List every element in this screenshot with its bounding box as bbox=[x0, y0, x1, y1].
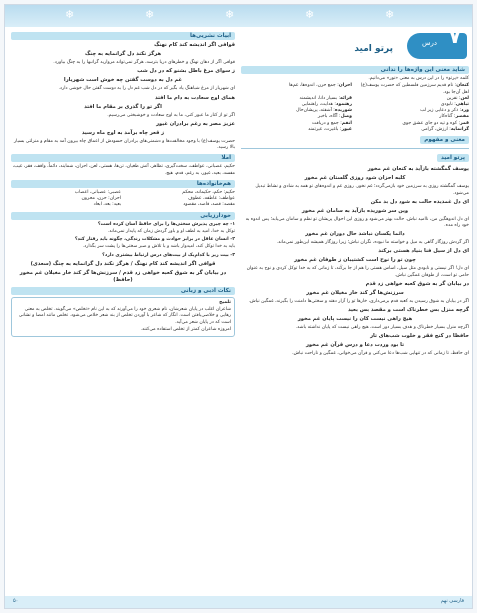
vocab-item: لعن: نفرین bbox=[446, 95, 469, 101]
answer: توکل به خدا، امید به لطف او و باور گردش زمان که پایدار نمی‌ماند. bbox=[107, 229, 235, 235]
vocab-item: مقصر: گناه‌کار bbox=[439, 114, 469, 120]
snowflake-icon: ❄ bbox=[145, 8, 155, 21]
verse: ز سوای مرغ باطل بشنو که در دل شب bbox=[137, 68, 235, 75]
meaning-text: حضرت یوسف(ع) با وجود مخالفت‌ها و دشمنی‌های برادران حسودش از اعماق چاه بیرون آمد به مقام و منزلتی بسیار بالا رسید. bbox=[13, 138, 235, 151]
vocab-item: انقم: جمع و دریافت bbox=[312, 120, 352, 126]
vocab-item: ورد: ذکر و دعایی زیر لب bbox=[420, 108, 469, 114]
book-page bbox=[4, 4, 473, 609]
footer-book-title: فارسی نهم bbox=[440, 598, 464, 604]
talmih-text: امروزه شاعران کمتر از تخلص استفاده می‌کنند. bbox=[140, 326, 231, 332]
meaning-text: یوسف گمگشته روزی به سرزمین خود بازمی‌گردد؛ غم نخور. روزی غم و اندوه‌های تو همه به شادی و نشاط تبدیل می‌شود. bbox=[255, 184, 469, 196]
vocab-table bbox=[241, 83, 469, 133]
meaning-text: اگر گردش روزگار گاهی به میل و خواسته ما نبوده، نگران نباش؛ زیرا روزگار همیشه این‌طور نمی‌ماند. bbox=[276, 240, 469, 246]
vocab-item: غیور: باغیرت، غیرتمند bbox=[308, 126, 352, 132]
spelling-words: حکیم، عصبانی، عواطف، سخت‌گیری، تظاهر، آتش طغیان، تن‌ها، هستی، لعن، احزان، شمایند، دائماً، واقف، فقر، غیب، مفسد، بعید، غیور، به رغم، قدم، هیچ. bbox=[12, 164, 235, 176]
top-decorative-strip bbox=[5, 5, 472, 27]
verse: ای دل از سیل فنا بنیاد هستی برکند bbox=[378, 248, 469, 255]
verse: گرچه منزل بس خطرناک است و مقصد بس بعید bbox=[347, 307, 469, 314]
meaning-section-title: معنی و مفهوم bbox=[420, 136, 469, 144]
meaning-text: ای دل! اگر نیستی و نابودی مثل سیل، اساس هستی را هم از جا برکَند، تا زمانی که به خدا توکل کردی و نوح به عنوان حامی تو است، از طوفان غمگین نباش. bbox=[246, 266, 469, 278]
verse: غم دل به دوست گفتن چه خوش است شهریارا bbox=[63, 77, 183, 84]
divider bbox=[241, 148, 469, 149]
verse: عزیز مصر به رغم برادران غیور bbox=[156, 120, 235, 127]
snowflake-icon: ❄ bbox=[385, 8, 395, 21]
verse: سرزنش‌ها گر کند خار مغیلان غم مخور bbox=[306, 289, 404, 296]
snowflake-icon: ❄ bbox=[305, 8, 315, 21]
verse: هرگز نکند دل گرانمایه به چنگ bbox=[84, 51, 162, 58]
question: ۳- بیت زیر با کدام‌یک از بیت‌های درس ارتباط بیشتری دارد؟ bbox=[102, 252, 235, 258]
verse: ای دل غمدیده حالت به شود دل بد مکن bbox=[370, 198, 469, 205]
literary-section-title: نکات ادبی و زبانی bbox=[11, 287, 235, 295]
snowflake-icon: ❄ bbox=[225, 8, 235, 21]
verses-section-title: ابیات نشریی‌ها bbox=[11, 32, 235, 40]
verse: چون تو را نوح است کشتیبان ز طوفان غم مخور bbox=[294, 257, 416, 264]
vocab-item: احزان: جمع حزن، اندوه‌ها، غم‌ها bbox=[289, 83, 352, 89]
vocab-item: وصل: آگاه، باخبر bbox=[317, 114, 352, 120]
meaning-text: ای شهریار از مرغ شباهنگ یاد بگیر که در دل شب غم دل را به دوست گفتن حال خوشی دارد. bbox=[58, 86, 235, 92]
verse: حافظا در کنج فقر و خلوت شب‌های تار bbox=[370, 333, 469, 340]
vocab-item: شوریده: آشفته، پریشان‌حال bbox=[296, 108, 352, 114]
verse: دائما یکسان نباشد حال دوران غم مخور bbox=[305, 231, 405, 238]
lesson-title: پرتو امید bbox=[354, 44, 393, 54]
vocab-item: تباهی: نابودی bbox=[440, 102, 469, 108]
meaning-text: ای حافظ، تا زمانی که در تنهایی شب‌ها دعا می‌کنی و قرآن می‌خوانی، غمگین و ناراحت نباش. bbox=[292, 351, 469, 357]
vocab-item: قرائه: بسیار دانا، اندیشمند bbox=[299, 95, 352, 101]
lesson-number: ۷ bbox=[448, 29, 461, 48]
verse: در بیابان گر به شوق کعبه خواهی زد قدم / سرزنش‌ها گر کند خار مغیلان غم مخور (حافظ) bbox=[19, 269, 227, 283]
ham-item: بعید: بعد، ابعاد bbox=[93, 202, 121, 208]
lesson-header bbox=[241, 29, 469, 63]
vocab-item: گرانمایه: ارزش، گرامی bbox=[421, 126, 469, 132]
talmih-box bbox=[11, 297, 235, 337]
ham-list bbox=[11, 190, 235, 209]
spelling-section-title: املا bbox=[11, 154, 235, 162]
verse: در بیابان گر به شوق کعبه خواهی زد قدم bbox=[365, 280, 469, 287]
verse: همای اوج سعادت به دام ما افتد bbox=[155, 94, 235, 101]
meaning-text: اگر تو از کنار ما عبور کنی، ما به اوج سعادت و خوشبختی می‌رسیم. bbox=[107, 112, 235, 118]
verse: یوسف گمگشته بازآید به کنعان غم مخور bbox=[367, 166, 469, 173]
lesson-badge bbox=[407, 29, 467, 59]
meaning-text: اگر در بیابان به شوق رسیدن به کعبه قدم برمی‌داری، خارها تو را آزار دهند و سختی‌ها دامنت را بگیرند، غمگین نباش. bbox=[248, 298, 469, 304]
selftest-section-title: خودارزیابی bbox=[11, 212, 235, 220]
verse: اگر تو را گذری بر مقام ما افتد bbox=[84, 103, 162, 110]
ham-item: عصبی: عصبانی، اعصاب bbox=[74, 190, 121, 196]
question: ۲- انسان عاقل در برابر حوادث و مشکلات زندگی، چگونه باید رفتار کند؟ bbox=[74, 237, 235, 243]
ham-item: عواطف: عاطفه، عطوف bbox=[188, 196, 235, 202]
ham-section-title: هم‌خانواده‌ها bbox=[11, 180, 235, 188]
verse: کلبه احزان شود روزی گلستان غم مخور bbox=[304, 175, 406, 182]
poem-title: پرتو امید bbox=[437, 154, 469, 162]
ham-item: مقصد: قصد، قاصد، مقصود bbox=[183, 202, 235, 208]
question: ۱- چه چیزی پذیرش سختی‌ها را برای حافظ آسان کرده است؟ bbox=[97, 221, 235, 227]
answer: باید به خدا توکل کند، امیدوار باشد و با تلاش و صبر سختی‌ها را پشت سر بگذارد. bbox=[82, 244, 235, 250]
ham-item: حکیم: حکم، حکیمانه، محکم bbox=[182, 190, 235, 196]
meaning-text: قوافی اگر از دهان نهنگ و خطرهای دریا بترسد، هرگز نمی‌تواند مروارید گرانبها را به چنگ بیاورد. bbox=[53, 60, 235, 66]
verse: قوافی اگر اندیشه کند کام نهنگ bbox=[154, 42, 235, 49]
verse: هیچ راهی نیست کان را نیست پایان غم مخور bbox=[297, 316, 413, 323]
snowflake-icon: ❄ bbox=[65, 8, 75, 21]
left-column bbox=[11, 29, 235, 594]
page-footer bbox=[5, 596, 472, 608]
right-column bbox=[241, 29, 469, 594]
meaning-text: ای دل اندوهگین من، ناامید نباش. حالت بهتر می‌شود و روزی این احوال پریشان تو نظم و سامان می‌یابد؛ پس اندوه به خود راه مده. bbox=[245, 216, 469, 229]
ham-item: احزان: حزن، محزون bbox=[81, 196, 121, 202]
vocab-section-title: شاید معنی این واژه‌ها را ندانی bbox=[241, 66, 469, 74]
meaning-text: اگرچه منزل بسیار خطرناک و هدف بسیار دور است، هیچ راهی نیست که پایان نداشته باشد. bbox=[295, 325, 469, 331]
verse: قوافی اگر اندیشه کند کام نهنگ / هرگز نکند دل گرانمایه به چنگ (سعدی) bbox=[30, 260, 216, 267]
vocab-item: رهنمود: هدایت، راهنمایی bbox=[301, 102, 352, 108]
verse: ز قعر چاه برآمد به اوج ماه رسید bbox=[81, 129, 165, 136]
literary-text: شاعران اغلب در پایان شعرشان، نام شعری خود را می‌آورند که به این نام «تخلص» می‌گویند. تخلص به معنی رهایی و خلاصی‌یافتن است. انگار که شاعر با آوردن تخلص از بند شعر خلاص می‌شود. تخلص مانند امضا و نشانی است که در پایان شعر می‌آید. bbox=[18, 307, 231, 325]
vocab-item: قمر: کوه و تپه دو جای عشق جوی bbox=[402, 120, 469, 126]
vocab-item: کنعان: نام قدیم سرزمین فلسطین که حضرت یوسف(ع) اهل آن‌جا بود. bbox=[360, 83, 469, 95]
verse: تا بود وردت دعا و درس قرآن غم مخور bbox=[305, 342, 405, 349]
talmih-title: تلمیح bbox=[219, 300, 231, 306]
verse: وین سر شوریده بازآید به سامان غم مخور bbox=[301, 207, 409, 214]
page-number: ۵۰ bbox=[13, 598, 19, 604]
lesson-word: درس bbox=[421, 39, 437, 47]
vocab-intro: کلمه «پرتو» را در این درس به معنی «نور» می‌دانیم. bbox=[368, 76, 469, 82]
